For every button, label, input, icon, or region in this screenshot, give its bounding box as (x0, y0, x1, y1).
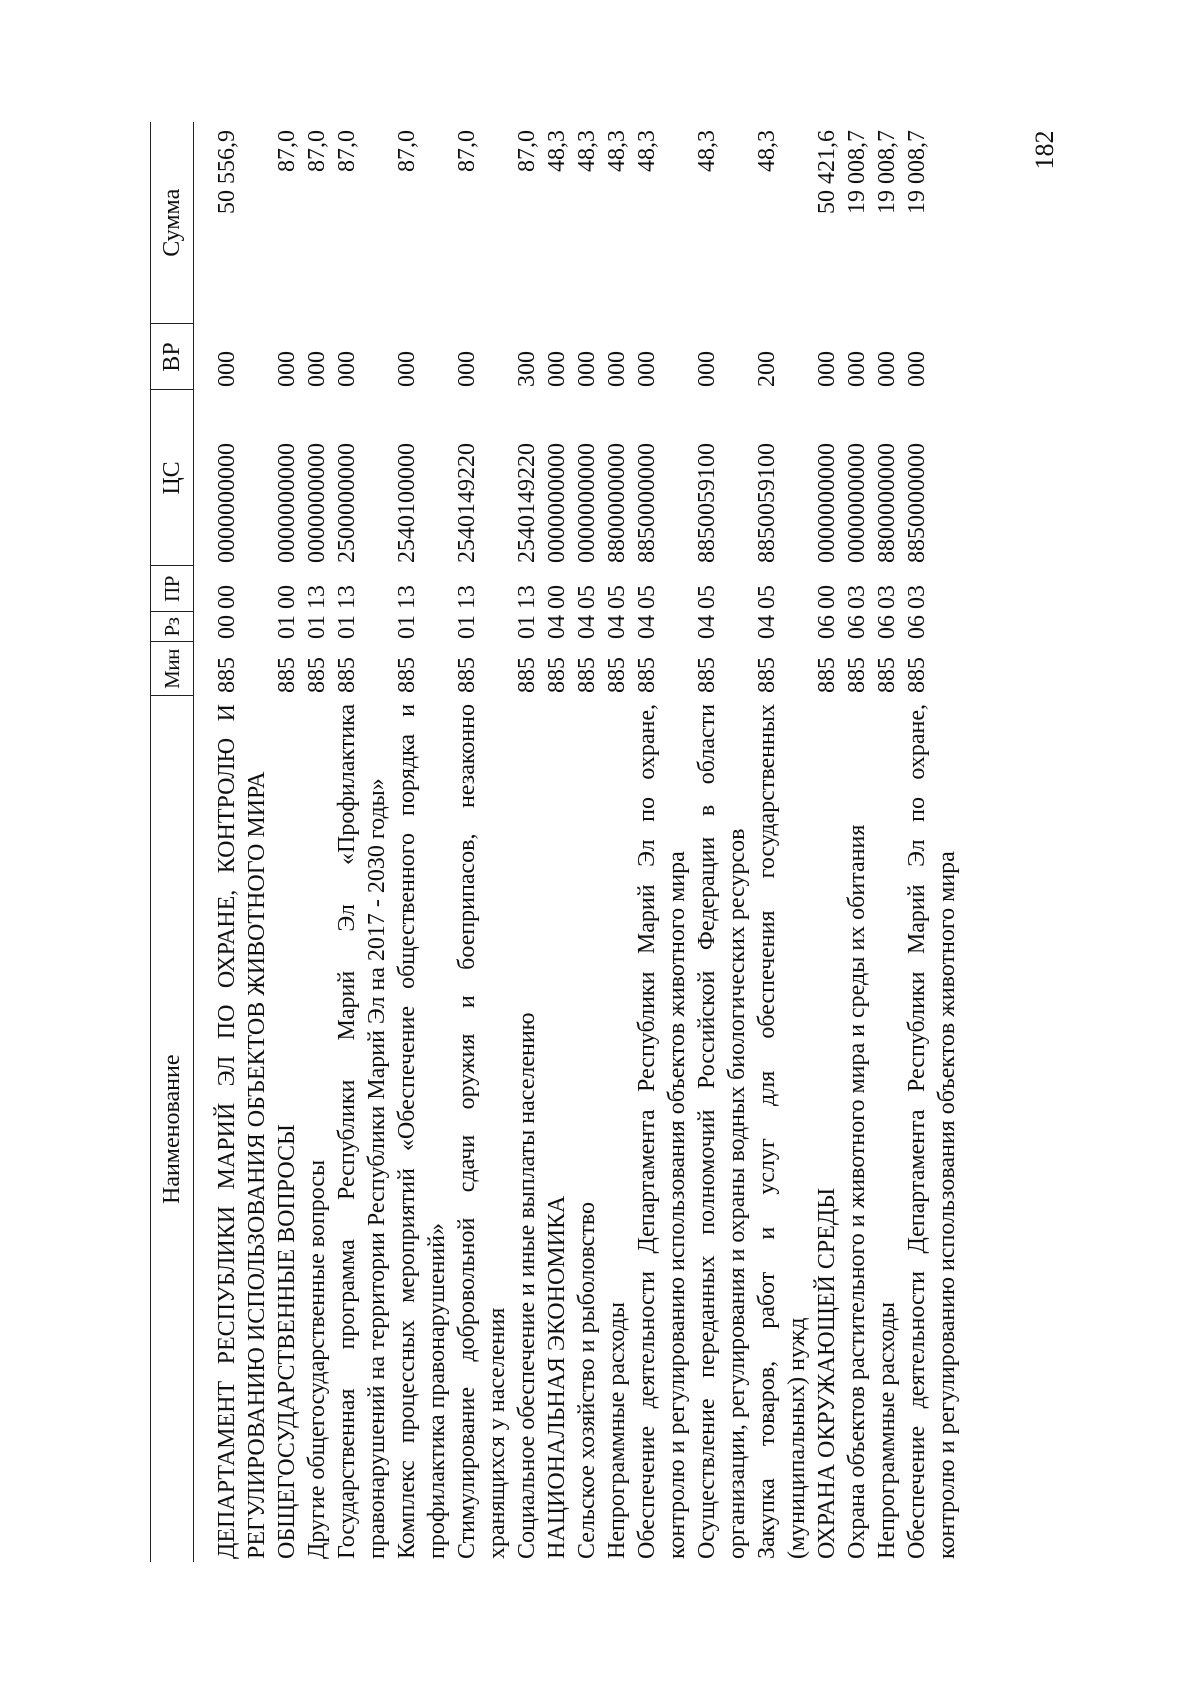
row-name: ОХРАНА ОКРУЖАЮЩЕЙ СРЕДЫ (814, 1187, 840, 1559)
row-name: Сельское хозяйство и рыболовство (574, 1201, 600, 1559)
row-sum: 19 008,7 (844, 130, 870, 214)
rotated-page-content (150, 42, 1050, 1602)
row-cs: 8850059100 (754, 443, 780, 563)
row-sum: 87,0 (304, 130, 330, 172)
row-rz: 01 (274, 615, 300, 639)
row-rz: 01 (454, 615, 480, 639)
row-vr: 000 (904, 351, 930, 387)
row-pr: 13 (514, 585, 540, 609)
row-vr: 000 (634, 351, 660, 387)
row-cs: 8850000000 (904, 443, 930, 563)
header-vr: ВР (151, 324, 194, 390)
table-row (302, 122, 332, 1562)
row-pr: 05 (574, 585, 600, 609)
row-vr: 000 (334, 351, 360, 387)
row-min: 885 (334, 657, 360, 693)
row-name: НАЦИОНАЛЬНАЯ ЭКОНОМИКА (544, 1195, 570, 1559)
row-rz: 06 (874, 615, 900, 639)
row-rz: 04 (574, 615, 600, 639)
table-row (632, 122, 692, 1562)
table-row (194, 122, 273, 1562)
row-vr: 000 (844, 351, 870, 387)
row-cs: 8850059100 (694, 443, 720, 563)
row-cs: 8800000000 (604, 443, 630, 563)
row-vr: 000 (814, 351, 840, 387)
header-name: Наименование (151, 696, 194, 1562)
row-cs: 0000000000 (544, 443, 570, 563)
table-header-row (151, 122, 194, 1562)
row-rz: 04 (604, 615, 630, 639)
row-cs: 2540100000 (394, 443, 420, 563)
row-name: Стимулирование добровольной сдачи оружия и боеприпасов, незаконно хранящихся у населения (454, 704, 510, 1559)
header-pr: ПР (151, 566, 194, 612)
row-sum: 48,3 (544, 130, 570, 172)
row-vr: 000 (394, 351, 420, 387)
row-pr: 05 (754, 585, 780, 609)
row-rz: 04 (694, 615, 720, 639)
row-sum: 50 556,9 (214, 130, 240, 214)
row-pr: 00 (814, 585, 840, 609)
row-cs: 0000000000 (844, 443, 870, 563)
row-pr: 00 (214, 585, 240, 609)
row-vr: 000 (304, 351, 330, 387)
row-name: Непрограммные расходы (874, 1301, 900, 1559)
row-sum: 48,3 (754, 130, 780, 172)
row-sum: 19 008,7 (904, 130, 930, 214)
table-row (272, 122, 302, 1562)
row-sum: 48,3 (574, 130, 600, 172)
row-name: Социальное обеспечение и иные выплаты населению (514, 1012, 540, 1559)
row-cs: 0000000000 (214, 443, 240, 563)
row-cs: 2540149220 (514, 443, 540, 563)
row-rz: 04 (544, 615, 570, 639)
row-name: Государственная программа Республики Марий Эл «Профилактика правонарушений на территории Республики Марий Эл на 2017 - 2030 годы» (334, 704, 390, 1559)
table-row (842, 122, 872, 1562)
row-vr: 000 (214, 351, 240, 387)
row-cs: 0000000000 (274, 443, 300, 563)
row-sum: 50 421,6 (814, 130, 840, 214)
row-min: 885 (544, 657, 570, 693)
row-pr: 03 (874, 585, 900, 609)
row-name: Комплекс процессных мероприятий «Обеспечение общественного порядка и профилактика правонарушений» (394, 704, 450, 1559)
row-cs: 0000000000 (574, 443, 600, 563)
row-sum: 48,3 (694, 130, 720, 172)
row-min: 885 (814, 657, 840, 693)
table-row (332, 122, 392, 1562)
row-vr: 000 (454, 351, 480, 387)
row-vr: 000 (874, 351, 900, 387)
row-sum: 87,0 (454, 130, 480, 172)
table-row (692, 122, 752, 1562)
row-sum: 48,3 (634, 130, 660, 172)
row-rz: 06 (814, 615, 840, 639)
table-row (872, 122, 902, 1562)
row-cs: 2500000000 (334, 443, 360, 563)
header-sum: Сумма (151, 122, 194, 324)
row-pr: 03 (844, 585, 870, 609)
row-sum: 87,0 (394, 130, 420, 172)
table-body (194, 122, 963, 1562)
row-pr: 13 (394, 585, 420, 609)
row-name: Другие общегосударственные вопросы (304, 1159, 330, 1559)
row-vr: 000 (574, 351, 600, 387)
row-rz: 01 (514, 615, 540, 639)
table-row (812, 122, 842, 1562)
row-cs: 8850000000 (634, 443, 660, 563)
row-vr: 000 (274, 351, 300, 387)
row-rz: 04 (634, 615, 660, 639)
table-row (902, 122, 962, 1562)
row-name: Охрана объектов растительного и животного мира и среды их обитания (844, 824, 870, 1559)
row-vr: 300 (514, 351, 540, 387)
row-pr: 03 (904, 585, 930, 609)
row-rz: 06 (844, 615, 870, 639)
table-row (512, 122, 542, 1562)
row-vr: 200 (754, 351, 780, 387)
row-pr: 05 (634, 585, 660, 609)
row-min: 885 (904, 657, 930, 693)
row-pr: 05 (694, 585, 720, 609)
table-row (602, 122, 632, 1562)
row-rz: 01 (334, 615, 360, 639)
row-name: Закупка товаров, работ и услуг для обеспечения государственных (муниципальных) нужд (754, 704, 810, 1559)
row-sum: 87,0 (514, 130, 540, 172)
header-rz: Рз (151, 612, 194, 642)
table-row (752, 122, 812, 1562)
row-pr: 00 (274, 585, 300, 609)
row-min: 885 (844, 657, 870, 693)
row-name: Обеспечение деятельности Департамента Республики Марий Эл по охране, контролю и регулированию использования объектов животного мира (904, 704, 960, 1559)
row-rz: 06 (904, 615, 930, 639)
row-pr: 05 (604, 585, 630, 609)
row-vr: 000 (604, 351, 630, 387)
row-min: 885 (274, 657, 300, 693)
row-vr: 000 (544, 351, 570, 387)
row-rz: 00 (214, 615, 240, 639)
page-number: 182 (1030, 130, 1059, 170)
row-cs: 0000000000 (814, 443, 840, 563)
row-cs: 8800000000 (874, 443, 900, 563)
row-min: 885 (874, 657, 900, 693)
row-cs: 0000000000 (304, 443, 330, 563)
row-min: 885 (304, 657, 330, 693)
row-min: 885 (214, 657, 240, 693)
row-pr: 00 (544, 585, 570, 609)
row-min: 885 (694, 657, 720, 693)
row-name: ДЕПАРТАМЕНТ РЕСПУБЛИКИ МАРИЙ ЭЛ ПО ОХРАНЕ, КОНТРОЛЮ И РЕГУЛИРОВАНИЮ ИСПОЛЬЗОВАНИЯ ОБЪЕКТОВ ЖИВОТНОГО МИРА (214, 704, 270, 1559)
table-row (452, 122, 512, 1562)
row-min: 885 (754, 657, 780, 693)
row-min: 885 (574, 657, 600, 693)
row-pr: 13 (304, 585, 330, 609)
budget-table (150, 122, 962, 1562)
row-rz: 01 (394, 615, 420, 639)
table-row (542, 122, 572, 1562)
table-row (392, 122, 452, 1562)
header-cs: ЦС (151, 390, 194, 566)
row-name: Непрограммные расходы (604, 1301, 630, 1559)
row-vr: 000 (694, 351, 720, 387)
row-name: ОБЩЕГОСУДАРСТВЕННЫЕ ВОПРОСЫ (274, 1124, 300, 1559)
row-min: 885 (634, 657, 660, 693)
row-min: 885 (514, 657, 540, 693)
row-min: 885 (604, 657, 630, 693)
row-name: Обеспечение деятельности Департамента Республики Марий Эл по охране, контролю и регулированию использования объектов животного мира (634, 704, 690, 1559)
row-min: 885 (394, 657, 420, 693)
row-rz: 04 (754, 615, 780, 639)
row-cs: 2540149220 (454, 443, 480, 563)
header-min: Мин (151, 642, 194, 696)
table-row (572, 122, 602, 1562)
row-sum: 87,0 (274, 130, 300, 172)
row-name: Осуществление переданных полномочий Российской Федерации в области организации, регулирования и охраны водных биологических ресурсов (694, 704, 750, 1559)
row-rz: 01 (304, 615, 330, 639)
row-sum: 19 008,7 (874, 130, 900, 214)
row-pr: 13 (454, 585, 480, 609)
row-min: 885 (454, 657, 480, 693)
row-pr: 13 (334, 585, 360, 609)
row-sum: 48,3 (604, 130, 630, 172)
row-sum: 87,0 (334, 130, 360, 172)
